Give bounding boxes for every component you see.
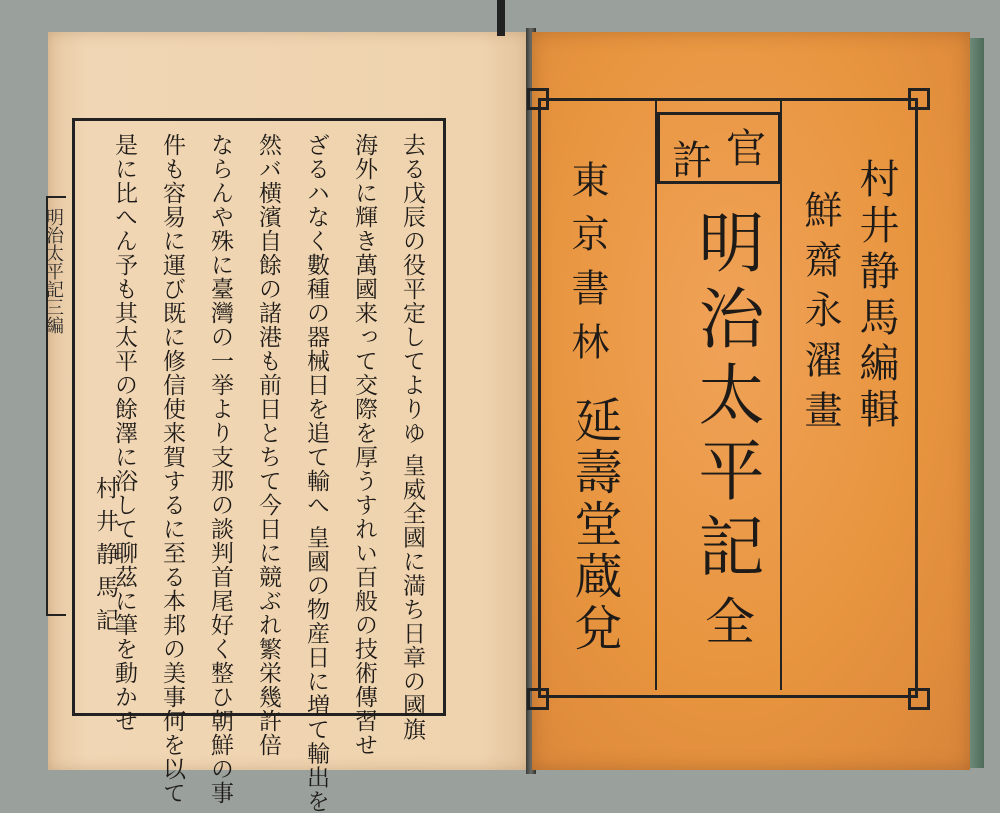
inner-rule-left xyxy=(655,100,657,690)
preface-column-2: 海外に輝き萬國来って交際を厚うすれい百般の技術傳習せ xyxy=(351,133,377,757)
volume-mark: 全 xyxy=(697,595,755,645)
frame-corner-ornament xyxy=(527,688,549,710)
inner-rule-right xyxy=(780,100,782,690)
frame-corner-ornament xyxy=(908,88,930,110)
preface-column-7: 是に比へん予も其太平の餘澤に浴して聊茲に筆を動かせ xyxy=(111,133,137,733)
license-char-2: 許 xyxy=(672,138,712,184)
spine-clip xyxy=(497,0,505,36)
preface-column-1: 去る戊辰の役平定してよりゆ 皇威全國に満ち日章の國旗 xyxy=(399,133,425,742)
preface-column-5: ならんや殊に臺灣の一挙より支那の談判首尾好く整ひ朝鮮の事 xyxy=(207,133,233,805)
preface-column-6: 件も容易に運び既に修信使来賀するに至る本邦の美事何を以て xyxy=(159,133,185,805)
preface-signature: 村井静馬記 xyxy=(92,476,118,641)
illustrator-credit: 鮮齋永濯畫 xyxy=(798,190,842,440)
publisher-name: 延壽堂蔵兌 xyxy=(566,395,622,655)
preface-column-4: 然バ横濱自餘の諸港も前日とちて今日に競ぶれ繁栄幾許倍 xyxy=(255,133,281,757)
frame-corner-ornament xyxy=(527,88,549,110)
side-running-title: 明治太平記三編 xyxy=(46,196,66,616)
preface-column-3: ざるハなく數種の器械日を追て輸へ 皇國の物産日に増て輸出を xyxy=(303,133,329,813)
cover-edge xyxy=(970,38,984,768)
official-license-box xyxy=(657,112,781,184)
book-title: 明治太平記 xyxy=(687,208,764,588)
frame-corner-ornament xyxy=(908,688,930,710)
preface-text-frame xyxy=(72,118,446,813)
license-char-1: 官 xyxy=(726,126,766,172)
editor-credit: 村井静馬編輯 xyxy=(853,158,899,434)
publisher-city: 東京書林 xyxy=(565,160,609,376)
